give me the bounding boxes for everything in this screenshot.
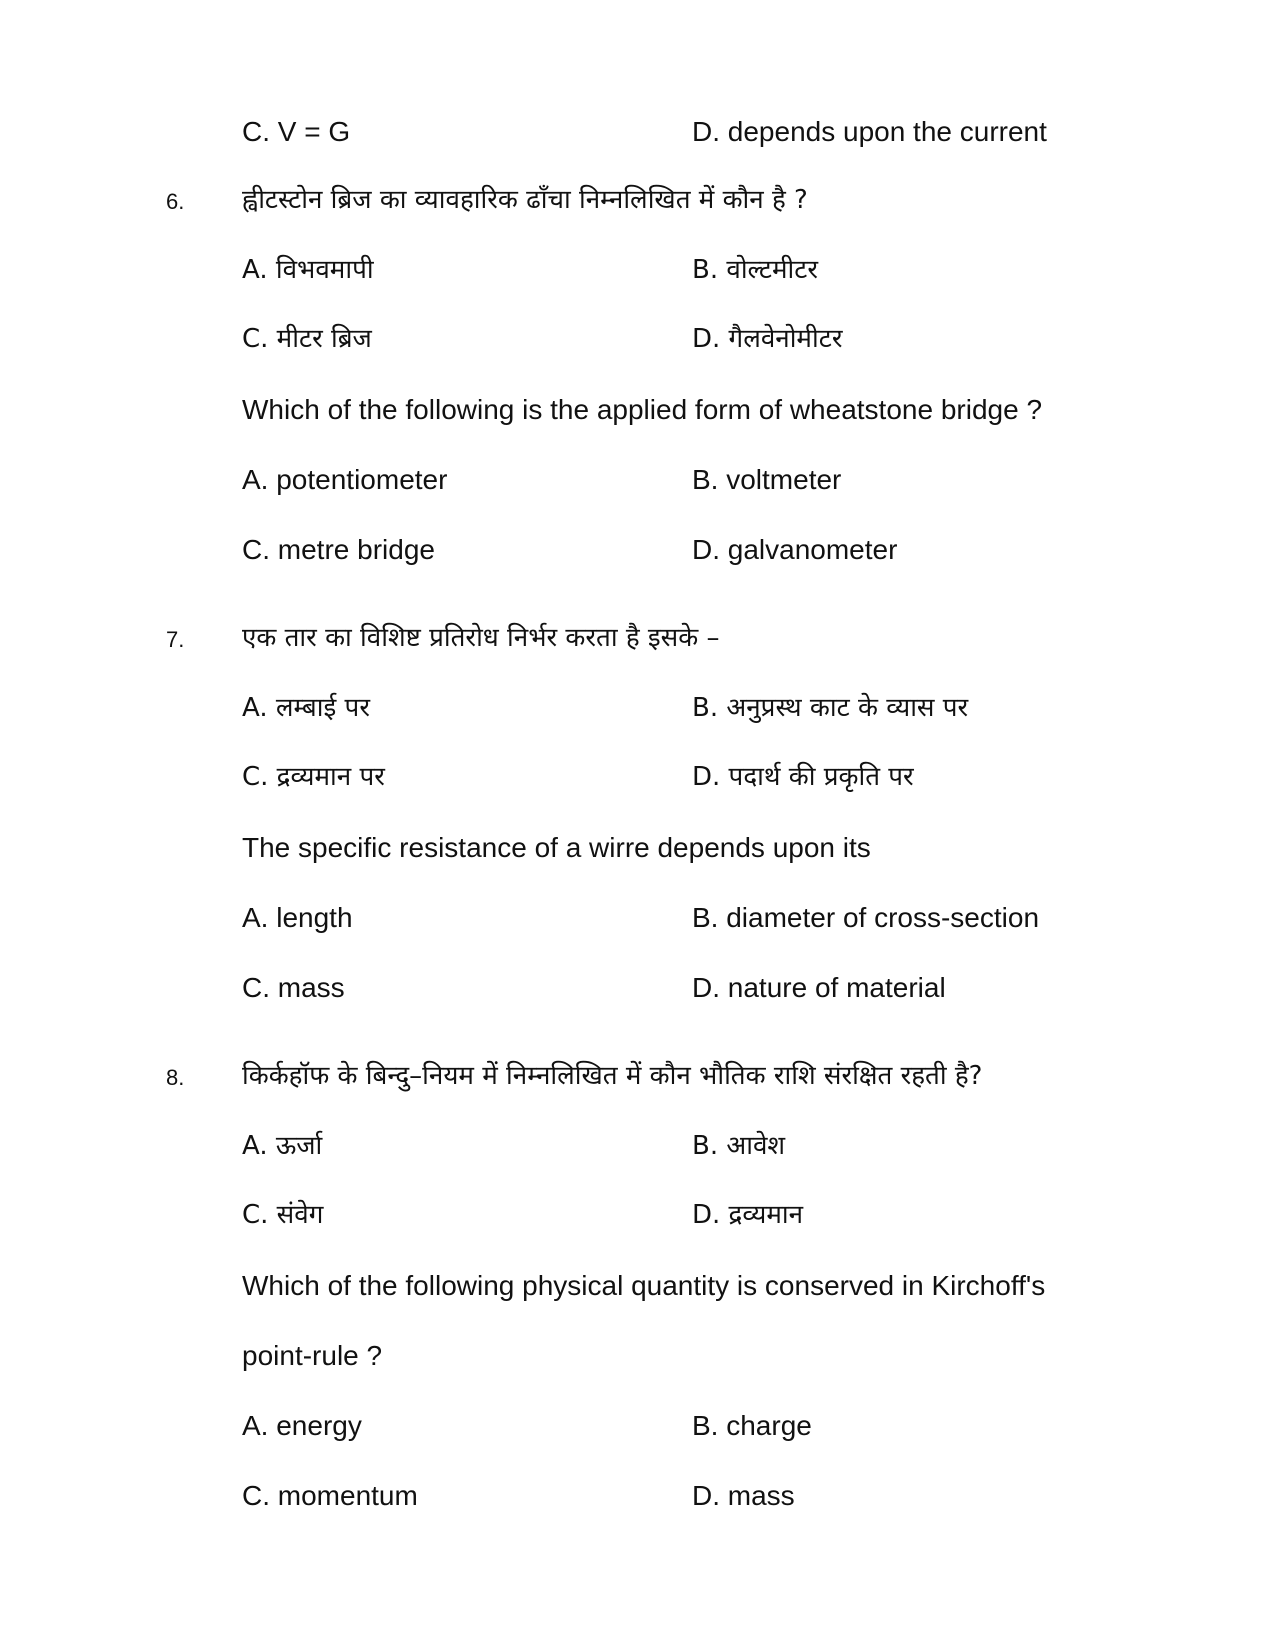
hindi-option-d: D. पदार्थ की प्रकृति पर [692,762,914,792]
english-question: The specific resistance of a wirre depends upon its [242,832,871,863]
english-question-continued: point-rule ? [242,1340,383,1371]
option-c: C. V = G [242,116,351,147]
english-option-b: B. charge [692,1410,812,1441]
hindi-question: एक तार का विशिष्ट प्रतिरोध निर्भर करता है इसके – [242,623,720,653]
hindi-option-d: D. द्रव्यमान [692,1200,804,1230]
english-option-b: B. voltmeter [692,464,842,495]
english-option-d: D. nature of material [692,972,946,1003]
hindi-question: किर्कहॉफ के बिन्दु–नियम में निम्नलिखित में कौन भौतिक राशि संरक्षित रहती है? [242,1061,983,1091]
hindi-option-b: B. अनुप्रस्थ काट के व्यास पर [692,693,969,723]
hindi-question: ह्वीटस्टोन ब्रिज का व्यावहारिक ढाँचा निम्नलिखित में कौन है ? [242,185,808,215]
english-option-a: A. length [242,902,353,933]
hindi-option-b: B. आवेश [692,1131,786,1161]
hindi-option-a: A. विभवमापी [242,255,374,285]
english-question: Which of the following physical quantity is conserved in Kirchoff's [242,1270,1046,1301]
english-question: Which of the following is the applied form of wheatstone bridge ? [242,394,1043,425]
hindi-option-c: C. मीटर ब्रिज [242,324,372,354]
question-number: 8. [166,1065,185,1090]
english-option-c: C. metre bridge [242,534,435,565]
english-option-a: A. potentiometer [242,464,448,495]
hindi-option-c: C. संवेग [242,1200,324,1230]
english-option-c: C. mass [242,972,345,1003]
english-option-c: C. momentum [242,1480,418,1511]
english-option-d: D. galvanometer [692,534,898,565]
hindi-option-a: A. ऊर्जा [242,1131,323,1161]
english-option-d: D. mass [692,1480,795,1511]
hindi-option-c: C. द्रव्यमान पर [242,762,385,792]
english-option-a: A. energy [242,1410,362,1441]
english-option-b: B. diameter of cross-section [692,902,1040,933]
hindi-option-d: D. गैलवेनोमीटर [692,324,843,354]
question-number: 6. [166,189,185,214]
hindi-option-a: A. लम्बाई पर [242,693,370,723]
option-d: D. depends upon the current [692,116,1047,147]
question-number: 7. [166,627,185,652]
hindi-option-b: B. वोल्टमीटर [692,255,819,285]
